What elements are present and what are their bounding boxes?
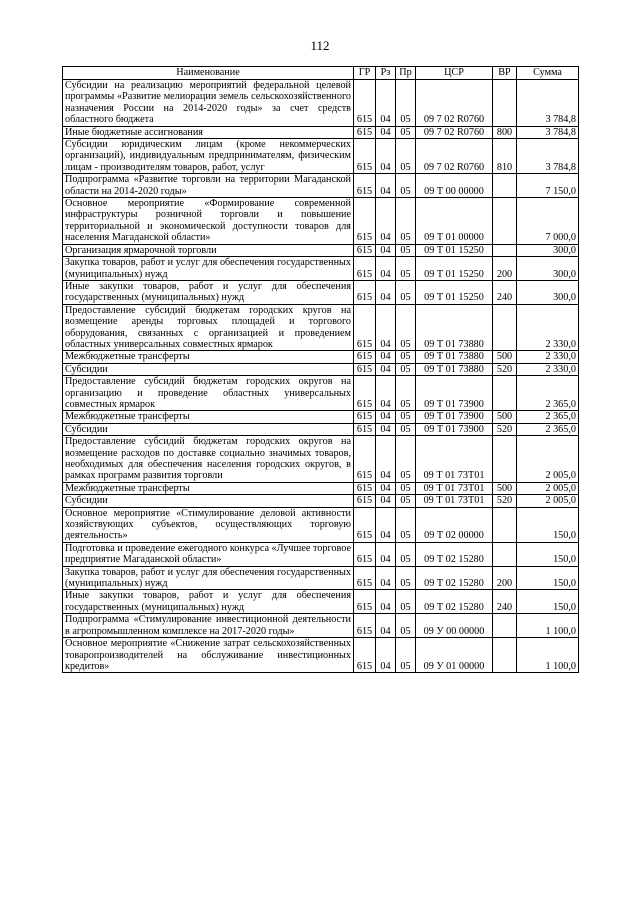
budget-table (62, 66, 579, 673)
cell-pr: 05 (396, 507, 416, 542)
cell-sum: 1 100,0 (517, 614, 579, 638)
cell-pr: 05 (396, 411, 416, 423)
cell-vr: 200 (493, 257, 517, 281)
cell-rz: 04 (376, 257, 396, 281)
cell-sum: 2 365,0 (517, 411, 579, 423)
cell-gr: 615 (354, 280, 376, 304)
cell-name: Межбюджетные трансферты (63, 351, 354, 363)
cell-name: Субсидии (63, 495, 354, 507)
cell-rz: 04 (376, 244, 396, 256)
cell-pr: 05 (396, 423, 416, 435)
header-rz: Рз (376, 67, 396, 80)
cell-name: Межбюджетные трансферты (63, 411, 354, 423)
cell-rz: 04 (376, 482, 396, 494)
table-row (63, 257, 579, 281)
cell-rz: 04 (376, 590, 396, 614)
cell-rz: 04 (376, 614, 396, 638)
table-row (63, 638, 579, 673)
cell-csr: 09 Т 01 15250 (416, 280, 493, 304)
cell-csr: 09 7 02 R0760 (416, 80, 493, 127)
cell-vr (493, 80, 517, 127)
cell-vr: 240 (493, 590, 517, 614)
cell-rz: 04 (376, 507, 396, 542)
cell-sum: 2 330,0 (517, 363, 579, 375)
cell-vr (493, 507, 517, 542)
cell-rz: 04 (376, 411, 396, 423)
cell-name: Основное мероприятие «Стимулирование деловой активности хозяйствующих субъектов, осуществляющих торговую деятельность» (63, 507, 354, 542)
table-row (63, 280, 579, 304)
cell-csr: 09 7 02 R0760 (416, 139, 493, 174)
cell-rz: 04 (376, 495, 396, 507)
cell-vr: 520 (493, 495, 517, 507)
cell-pr: 05 (396, 174, 416, 198)
cell-vr (493, 174, 517, 198)
table-row (63, 351, 579, 363)
header-sum: Сумма (517, 67, 579, 80)
cell-pr: 05 (396, 638, 416, 673)
header-name: Наименование (63, 67, 354, 80)
cell-gr: 615 (354, 638, 376, 673)
cell-pr: 05 (396, 257, 416, 281)
table-row (63, 482, 579, 494)
cell-sum: 150,0 (517, 590, 579, 614)
header-pr: Пр (396, 67, 416, 80)
cell-vr (493, 304, 517, 351)
cell-vr (493, 542, 517, 566)
cell-sum: 150,0 (517, 566, 579, 590)
table-row (63, 80, 579, 127)
cell-pr: 05 (396, 482, 416, 494)
cell-name: Предоставление субсидий бюджетам городских округов на возмещение расходов по доставке социально значимых товаров, необходимых для обеспечения населения городских округов, в рамках программ развития торговли (63, 436, 354, 483)
cell-rz: 04 (376, 638, 396, 673)
page-number: 112 (310, 38, 330, 53)
cell-rz: 04 (376, 376, 396, 411)
cell-csr: 09 У 00 00000 (416, 614, 493, 638)
cell-gr: 615 (354, 363, 376, 375)
cell-name: Иные закупки товаров, работ и услуг для обеспечения государственных (муниципальных) нужд (63, 280, 354, 304)
cell-sum: 150,0 (517, 507, 579, 542)
cell-pr: 05 (396, 566, 416, 590)
cell-pr: 05 (396, 436, 416, 483)
cell-sum: 300,0 (517, 257, 579, 281)
cell-gr: 615 (354, 482, 376, 494)
cell-sum: 150,0 (517, 542, 579, 566)
cell-name: Организация ярмарочной торговли (63, 244, 354, 256)
cell-csr: 09 Т 02 15280 (416, 542, 493, 566)
table-row (63, 304, 579, 351)
cell-csr: 09 Т 01 73900 (416, 376, 493, 411)
table-row (63, 590, 579, 614)
cell-name: Предоставление субсидий бюджетам городских кругов на возмещение аренды торговых площадей и торгового оборудования, связанных с организацией и проведением областных универсальных совместных ярмарок (63, 304, 354, 351)
header-csr: ЦСР (416, 67, 493, 80)
cell-vr (493, 638, 517, 673)
cell-vr: 520 (493, 363, 517, 375)
cell-vr: 240 (493, 280, 517, 304)
cell-csr: 09 Т 01 15250 (416, 257, 493, 281)
cell-vr: 200 (493, 566, 517, 590)
cell-csr: 09 У 01 00000 (416, 638, 493, 673)
cell-gr: 615 (354, 542, 376, 566)
table-row (63, 376, 579, 411)
cell-pr: 05 (396, 542, 416, 566)
cell-gr: 615 (354, 566, 376, 590)
cell-rz: 04 (376, 363, 396, 375)
cell-sum: 2 365,0 (517, 376, 579, 411)
cell-name: Закупка товаров, работ и услуг для обеспечения государственных (муниципальных) нужд (63, 257, 354, 281)
table-row (63, 436, 579, 483)
cell-sum: 7 150,0 (517, 174, 579, 198)
cell-csr: 09 Т 01 00000 (416, 198, 493, 245)
cell-name: Предоставление субсидий бюджетам городских округов на организацию и проведение областных универсальных совместных ярмарок (63, 376, 354, 411)
table-row (63, 198, 579, 245)
cell-gr: 615 (354, 351, 376, 363)
cell-csr: 09 Т 01 73Т01 (416, 495, 493, 507)
cell-name: Субсидии на реализацию мероприятий федеральной целевой программы «Развитие мелиорации земель сельскохозяйственного назначения России на 2014-2020 годы» за счет средств областного бюджета (63, 80, 354, 127)
table-row (63, 566, 579, 590)
cell-rz: 04 (376, 351, 396, 363)
cell-rz: 04 (376, 436, 396, 483)
cell-csr: 09 Т 01 15250 (416, 244, 493, 256)
cell-gr: 615 (354, 614, 376, 638)
cell-name: Межбюджетные трансферты (63, 482, 354, 494)
cell-gr: 615 (354, 80, 376, 127)
cell-csr: 09 Т 01 73900 (416, 411, 493, 423)
cell-name: Подготовка и проведение ежегодного конкурса «Лучшее торговое предприятие Магаданской области» (63, 542, 354, 566)
cell-csr: 09 Т 02 15280 (416, 566, 493, 590)
table-row (63, 126, 579, 138)
cell-gr: 615 (354, 257, 376, 281)
table-row (63, 423, 579, 435)
cell-sum: 2 330,0 (517, 304, 579, 351)
cell-sum: 2 330,0 (517, 351, 579, 363)
cell-pr: 05 (396, 614, 416, 638)
table-row (63, 244, 579, 256)
cell-csr: 09 Т 01 73880 (416, 304, 493, 351)
cell-sum: 1 100,0 (517, 638, 579, 673)
cell-gr: 615 (354, 423, 376, 435)
cell-vr: 800 (493, 126, 517, 138)
cell-pr: 05 (396, 376, 416, 411)
cell-csr: 09 Т 01 73880 (416, 363, 493, 375)
cell-csr: 09 Т 00 00000 (416, 174, 493, 198)
cell-name: Подпрограмма «Стимулирование инвестиционной деятельности в агропромышленном комплексе на 2017-2020 годы» (63, 614, 354, 638)
cell-name: Субсидии юридическим лицам (кроме некоммерческих организаций), индивидуальным предпринимателям, физическим лицам - производителям товаров, работ, услуг (63, 139, 354, 174)
cell-rz: 04 (376, 280, 396, 304)
cell-sum: 3 784,8 (517, 139, 579, 174)
cell-gr: 615 (354, 174, 376, 198)
cell-vr (493, 376, 517, 411)
cell-rz: 04 (376, 80, 396, 127)
table-row (63, 614, 579, 638)
cell-gr: 615 (354, 198, 376, 245)
cell-csr: 09 Т 02 15280 (416, 590, 493, 614)
cell-name: Иные закупки товаров, работ и услуг для обеспечения государственных (муниципальных) нужд (63, 590, 354, 614)
cell-pr: 05 (396, 126, 416, 138)
cell-vr: 810 (493, 139, 517, 174)
cell-pr: 05 (396, 80, 416, 127)
cell-sum: 7 000,0 (517, 198, 579, 245)
cell-gr: 615 (354, 244, 376, 256)
table-row (63, 495, 579, 507)
table-row (63, 542, 579, 566)
cell-rz: 04 (376, 126, 396, 138)
cell-gr: 615 (354, 495, 376, 507)
table-row (63, 174, 579, 198)
cell-name: Основное мероприятие «Снижение затрат сельскохозяйственных товаропроизводителей на обслуживание инвестиционных кредитов» (63, 638, 354, 673)
cell-pr: 05 (396, 304, 416, 351)
cell-vr (493, 198, 517, 245)
header-gr: ГР (354, 67, 376, 80)
cell-vr: 520 (493, 423, 517, 435)
cell-csr: 09 Т 02 00000 (416, 507, 493, 542)
cell-pr: 05 (396, 363, 416, 375)
table-row (63, 139, 579, 174)
cell-rz: 04 (376, 198, 396, 245)
cell-sum: 2 005,0 (517, 482, 579, 494)
cell-name: Субсидии (63, 423, 354, 435)
cell-rz: 04 (376, 139, 396, 174)
cell-name: Закупка товаров, работ и услуг для обеспечения государственных (муниципальных) нужд (63, 566, 354, 590)
cell-gr: 615 (354, 507, 376, 542)
cell-sum: 2 005,0 (517, 436, 579, 483)
cell-name: Субсидии (63, 363, 354, 375)
cell-sum: 3 784,8 (517, 126, 579, 138)
cell-csr: 09 Т 01 73880 (416, 351, 493, 363)
cell-sum: 3 784,8 (517, 80, 579, 127)
cell-gr: 615 (354, 436, 376, 483)
cell-name: Иные бюджетные ассигнования (63, 126, 354, 138)
cell-csr: 09 Т 01 73Т01 (416, 482, 493, 494)
cell-gr: 615 (354, 411, 376, 423)
cell-pr: 05 (396, 198, 416, 245)
table-header-row (63, 67, 579, 80)
cell-pr: 05 (396, 139, 416, 174)
cell-pr: 05 (396, 244, 416, 256)
cell-csr: 09 Т 01 73Т01 (416, 436, 493, 483)
cell-rz: 04 (376, 566, 396, 590)
cell-name: Подпрограмма «Развитие торговли на территории Магаданской области на 2014-2020 годы» (63, 174, 354, 198)
cell-rz: 04 (376, 304, 396, 351)
cell-vr: 500 (493, 482, 517, 494)
cell-sum: 300,0 (517, 280, 579, 304)
cell-pr: 05 (396, 280, 416, 304)
cell-csr: 09 7 02 R0760 (416, 126, 493, 138)
cell-gr: 615 (354, 304, 376, 351)
cell-pr: 05 (396, 495, 416, 507)
cell-sum: 300,0 (517, 244, 579, 256)
cell-csr: 09 Т 01 73900 (416, 423, 493, 435)
table-row (63, 363, 579, 375)
cell-rz: 04 (376, 542, 396, 566)
cell-vr: 500 (493, 411, 517, 423)
cell-rz: 04 (376, 174, 396, 198)
cell-gr: 615 (354, 126, 376, 138)
table-row (63, 507, 579, 542)
cell-vr: 500 (493, 351, 517, 363)
cell-name: Основное мероприятие «Формирование современной инфраструктуры розничной торговли и повышение территориальной и экономической доступности товаров для населения Магаданской области» (63, 198, 354, 245)
cell-rz: 04 (376, 423, 396, 435)
table-row (63, 411, 579, 423)
cell-gr: 615 (354, 376, 376, 411)
cell-gr: 615 (354, 590, 376, 614)
cell-vr (493, 244, 517, 256)
cell-pr: 05 (396, 590, 416, 614)
cell-pr: 05 (396, 351, 416, 363)
cell-sum: 2 005,0 (517, 495, 579, 507)
cell-vr (493, 436, 517, 483)
cell-sum: 2 365,0 (517, 423, 579, 435)
cell-vr (493, 614, 517, 638)
cell-gr: 615 (354, 139, 376, 174)
header-vr: ВР (493, 67, 517, 80)
